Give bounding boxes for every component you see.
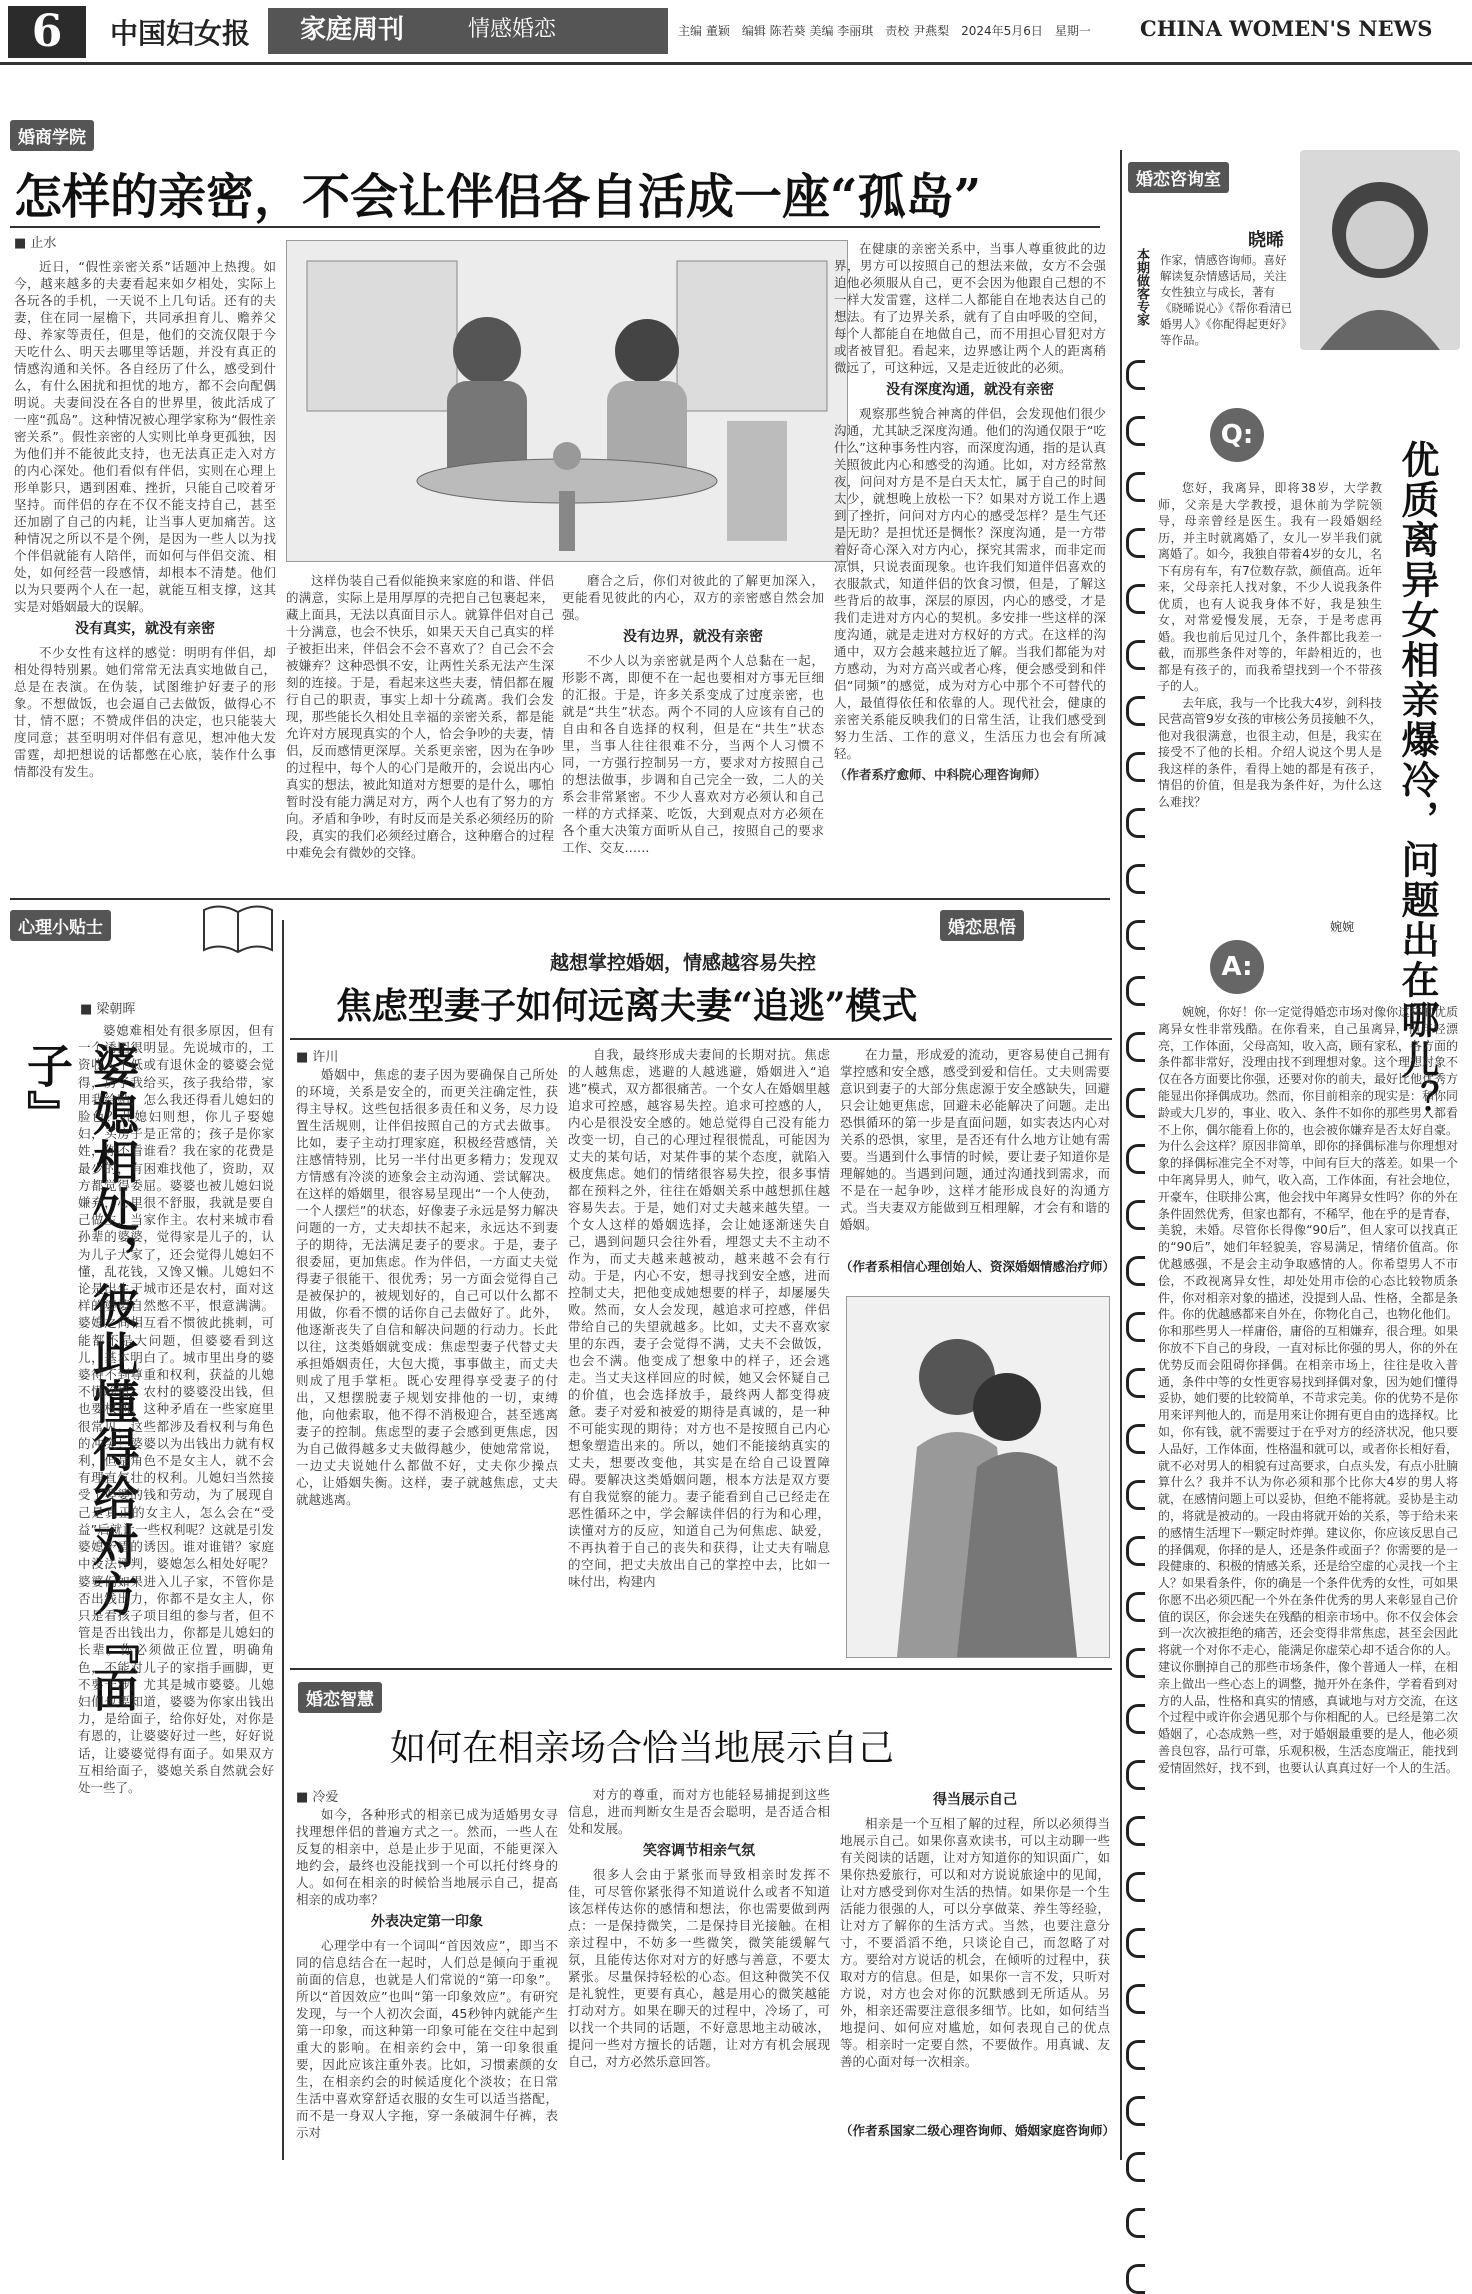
article2-para: 在力量，形成爱的流动，更容易使自己拥有掌控感和安全感，感受到爱和信任。丈夫则需要意识到妻子的大部分焦虑源于安全感缺失，回避只会让她更焦虑，回避未必能解决了问题。走出恐惧循环的第一步是直面问题，如实表达内心对关系的恐惧，家里，是否还有什么地方让她有需要。当遇到什么事情的时候，要让妻子知道你是理解她的。当遇到问题，通过沟通找到需求，而不是在一起争吵，这样才能形成良好的沟通方式。当夫妻双方能做到互相理解，才会有和谐的婚姻。 [840, 1047, 1110, 1232]
article3-para: 对方的尊重，而对方也能轻易捕捉到这些信息，进而判断女生是否会聪明，是否适合相处和发展。 [568, 1787, 830, 1836]
article3-para: 心理学中有一个词叫“首因效应”，即当不同的信息结合在一起时，人们总是倾向于重视前面的信息，也就是人们常说的“第一印象”。所以“首因效应”也叫“第一印象效应”。有研究发现，与一个人初次会面，45秒钟内就能产生第一印象，而这种第一印象可能在交往中起到重大的影响。在相亲约会中，第一印象很重要，因此应该注重外表。比如，习惯素颜的女生，在相亲约会的时候适度化个淡妆；在日常生活中喜欢穿舒适衣服的女生可以适当搭配，而不是一身双人字拖，穿一条破洞牛仔裤，表示对 [296, 1938, 558, 2140]
article1-subhead-1: 没有真实，就没有亲密 [75, 621, 215, 637]
article1-subhead-2: 没有边界，就没有亲密 [623, 629, 763, 645]
article3-para: 很多人会由于紧张而导致相亲时发挥不佳，可尽管你紧张得不知道说什么或者不知道该怎样传达你的感情和想法，你也需要做到两点：一是保持微笑，二是保持目光接触。在相亲过程中，不妨多一些微笑，微笑能缓解气氛，且能传达你对对方的好感与善意，不要太紧张。尽量保持轻松的心态。但这种微笑不仅是礼貌性，更要有真心，越是用心的微笑越能打动对方。如果在聊天的过程中，冷场了，可以找一个共同的话题，不好意思地主动破冰，提问一些对方擅长的话题，让对方有机会展现自己，对方必然乐意回答。 [568, 1867, 830, 2069]
article1-column-2 [286, 572, 554, 882]
article2-column-1 [296, 1066, 558, 1656]
article3-author-note: （作者系国家二级心理咨询师、婚姻家庭咨询师） [840, 2123, 1116, 2138]
article3-para: 如今，各种形式的相亲已成为适婚男女寻找理想伴侣的普遍方式之一。然而，一些人在反复的相亲中，总是止步于见面，不能更深入地约会，最终也没能找到一个可以托付终身的人。如何在相亲的时候恰当地展示自己，提高相亲的成功率？ [296, 1807, 558, 1907]
article3-author: ■ 冷爱 [296, 1790, 339, 1805]
column-tag-consult: 婚恋咨询室 [1128, 162, 1229, 193]
subsection-title: 情感婚恋 [468, 17, 557, 42]
divider [10, 226, 1100, 228]
article1-author: ■ 止水 [14, 236, 57, 251]
article1-para: 在健康的亲密关系中，当事人尊重彼此的边界，男方可以按照自己的想法来做，女方不会强迫他必须服从自己，更不会因为他跟自己想的不一样大发雷霆，这样二人都能自在地表达自己的想法。有了边界关系，就有了自由呼吸的空间，每个人都能自在地做自己，而不用担心冒犯对方或者被冒犯。看起来，边界感让两个人的距离稍微远了，可这种远，又是走近彼此的必须。 [834, 241, 1106, 375]
couple-hug-illustration [846, 1296, 1110, 1658]
divider [10, 898, 1110, 900]
masthead [0, 0, 1472, 65]
article1-author-note: （作者系疗愈师、中科院心理咨询师） [834, 767, 1047, 782]
expert-name: 晓晞 [1248, 230, 1284, 251]
question-signature: 婉婉 [1330, 920, 1355, 934]
article2-author: ■ 许川 [296, 1050, 339, 1065]
answer-para: 婉婉，你好！你一定觉得婚恋市场对像你这样的优质离异女性非常残酷。在你看来，自己虽离异，但年轻漂亮，工作体面，父母高知，收入高，顾有家私，各方面的条件都非常好，没理由找不到理想对象。这个理想对象不仅在各方面要比你强，还要对你的前夫，最好比他优秀方能显出你择偶成功。然而，你目前相亲的现实是：和你同龄或大几岁的，事业、收入、条件不如你的那些男人都看不上你，偶尔能看上你的，也会被你嫌弃是否太好自豪。为什么会这样？原因非简单，即你的择偶标准与你理想对象的择偶标准完全不对等，中间有巨大的落差。如果一个中年离异男人，帅气，收入高，工作体面，有社会地位，开豪车，住联排公寓，他会找中年离异女性吗？你的外在条件固然优秀，但家也都有，不稀罕，他在乎的是青春，美貌，未婚。尽管你长得像“90后”，但人家可以找真正的“90后”，她们年轻貌美，容易满足，情绪价值高。你优越感强，不是会主动争取感情的人。你希望男人不市侩，不政视离异女性，却处处用市侩的心态比较物质条件，你对相亲对象的描述，没提到人品、性格，全都是条件。你的优越感都来自外在，你物化自己，也物化他们。你和那些男人一样庸俗，庸俗的互相嫌弃，很合理。如果你放不下自己的身段，一直对标比你强的男人，你的外在优势反而会阻碍你择偶。在相亲市场上，往往是收入普通，条件中等的女性更容易找到择偶对象，因为她们懂得妥协，她们要的比较简单，不苛求完美。你的优势不是你用来评判他人的，而是用来让你拥有更自由的选择权。比如，你有钱，就不需要过于在乎对方的经济状况，他只要人品好，工作体面，性格温和就可以，或者你长相好看，就不必对男人的相貌有过高要求，白点头发，有点小肚腩算什么？我并不认为你必须和那个比你大4岁的男人将就，在感情问题上可以妥协，但绝不能将就。妥协是主动的，将就是被动的。一段由将就开始的关系，等于给未来的感情生活埋下一颗定时炸弹。建议你，你应该反思自己的择偶观，你择的是人，还是条件或面子？你需要的是一段健康的、积极的情感关系，还是给空虚的心灵找一个主人？如果看条件，你的确是一个条件优秀的女性，可如果你愿不出必须匹配一个外在条件优秀的男人来彰显自己价值的误区，你会迷失在残酷的相亲市场中。你不仅会体会到一次次被拒绝的痛苦，还会变得非常焦虑，甚至会因此将就一个对你不走心，能满足你虚荣心却不适合你的人。建议你删掉自己的那些市场条件，像个普通人一样，在相亲上做出一些心态上的调整，抛开外在条件，学着看到对方的人品，性格和真实的情感，真诚地与对方交流，在这个过程中或许你会遇见那个与你相配的人。已经是第二次婚姻了，心态成熟一些，对于婚姻最重要的是人，他必须善良包容，品行可靠，乐观积极，生活态度端正，能找到爱情固然好，找不到，也要认认真真过好一个人的生活。 [1158, 1005, 1459, 1775]
tips-author: ■ 梁朝晖 [80, 1002, 136, 1017]
consult-question [1158, 480, 1382, 920]
question-mark-badge: Q: [1210, 408, 1264, 462]
article3-subhead-3: 得当展示自己 [933, 1792, 1017, 1808]
expert-photo [1300, 150, 1460, 350]
article3-title: 如何在相亲场合恰当地展示自己 [390, 1728, 895, 1769]
consult-title: 优质离异女相亲爆冷，问题出在哪儿？ [1395, 440, 1440, 1120]
article1-title: 怎样的亲密，不会让伴侣各自活成一座“孤岛” [14, 169, 982, 225]
article3-subhead-1: 外表决定第一印象 [371, 1914, 483, 1930]
paper-logo: 中国妇女报 [110, 17, 251, 50]
article3-column-2 [568, 1786, 830, 2156]
tips-title: 婆媳相处，彼此懂得给对方『面子』 [20, 1042, 140, 1714]
article3-column-1 [296, 1806, 558, 2156]
divider [282, 920, 284, 2160]
article1-para: 观察那些貌合神离的伴侣，会发现他们很少沟通，尤其缺乏深度沟通。他们的沟通仅限于“吃什么”这种事务性内容，而深度沟通，指的是认真关照彼此内心和感受的沟通。比如，对方经常熬夜，问问对方是不是白天太忙，属于自己的时间太少，就想晚上放松一下？如果对方说工作上遇到了挫折，问问对方内心的感受怎样？是生气还是无助？是担忧还是惆怅？深度沟通，是一方带着好奇心深入对方内心，探究其需求，而非定而凉惧，只说表面现象。也许我们知道伴侣喜欢的衣服款式，知道伴侣的饮食习惯，但是，了解这些背后的故事，深层的原因，内心的感受，才是我们走进对方内心的契机。多安排一些这样的深度沟通，就是走进对方权好的方式。在这样的沟通中，双方会越来越拉近了解。当我们都能为对方感动，为对方高兴或者心疼，便会感受到和伴侣“同频”的感觉，成为对方心中那个不可替代的人，最值得依任和依靠的人。现代社会，健康的亲密关系能反映我们的日常生活，让我们感受到努力生活、工作的意义，生活压力也会有所减轻。 [834, 406, 1106, 761]
page-number: 6 [8, 6, 86, 58]
section-title: 家庭周刊 [300, 15, 405, 45]
expert-bio: 作家，情感咨询师。喜好解读复杂情感话局，关注女性独立与成长，著有《晓晞说心》《帮你看清已婚男人》《你配得起更好》等作品。 [1160, 253, 1293, 347]
article1-column-4 [834, 240, 1106, 880]
article2-kicker: 越想掌控婚姻，情感越容易失控 [550, 952, 817, 974]
english-paper-name: CHINA WOMEN'S NEWS [1140, 16, 1433, 41]
question-para: 去年底，我与一个比我大4岁，剑科技民营高管9岁女孩的审核公务员接触不久，他对我很满意，也很主动，但是，我实在接受不了他的长相。介绍人说这个男人是我这样的条件，看得上她的都是有孩子，情侣的价值，但是我为条件好，为什么这么难找？ [1158, 695, 1382, 809]
article1-para: 这样伪装自己看似能换来家庭的和谐、伴侣的满意，实际上是用厚厚的壳把自己包裹起来，藏上面具，无法以真面目示人。就算伴侣对自己十分满意，也会不快乐，如果天天自己真实的样子被拒出来，伴侣会不会不喜欢了？自己会不会被嫌弃？这种恐惧不安，让两性关系无法产生深刻的连接。于是，看起来这些夫妻，情侣都在履行自己的职责，事实上却十分疏离。我们会发现，那些能长久相处且幸福的亲密关系，都是能允许对方展现真实的个人，恰会争吵的夫妻，情侣，反而感情更深厚。关系更亲密，因为在争吵的过程中，每个人的心门是敞开的，会说出内心真实的想法，被此知道对方想要的是什么，哪怕暂时没有能力满足对方，两个人也有了努力的方向。矛盾和争吵，有时反而是关系必须经历的阶段，真实的我们必须经过磨合，这种磨合的过程中难免会有微妙的交锋。 [286, 573, 554, 860]
article2-para: 婚姻中，焦虑的妻子因为要确保自己所处的环境，关系是安全的，而更关注确定性，获得主导权。这些包括很多责任和义务，尽力设置生活规则，让伴侣按照自己的方式去做事。比如，妻子主动打理家庭，积极经营感情，关注感情特别，比另一半付出更多精力；发现双方情感有冷淡的迹象会主动沟通、尝试解决。在这样的婚姻里，很容易呈现出“一个人使劲，一个人摆烂”的状态，好像妻子永远是努力解决问题的一方，丈夫却扶不起来，永远达不到妻子的期待，无法满足妻子的要求。于是，妻子很委屈，更加焦虑。作为伴侣，一方面丈夫觉得妻子很能干、很优秀；另一方面会觉得自己是被保护的，被规划好的，自己可以什么都不用做，你看不惯的话你自己去做好了。此外，他逐渐丧失了自信和解决问题的行动力。长此以往，这类婚姻就变成：焦虑型妻子代替丈夫承担婚姻责任，大包大揽，事事做主，而丈夫则成了甩手掌柜。既心安理得享受妻子的付出，又想摆脱妻子规划安排他的一切，束缚他，向他索取，他不得不消极迎合，甚至逃离妻子的控制。焦虑型的妻子会感到更焦虑，因为自己做得越多丈夫做得越少，使她常常说，一边丈夫说她什么都做不好，丈夫你少操点心，让婚姻失衡。这样，妻子就越焦虑，丈夫就越逃离。 [296, 1067, 558, 1507]
couple-illustration [286, 240, 848, 562]
expert-label: 本期做客专家 [1134, 248, 1149, 326]
article1-column-3 [562, 572, 824, 882]
article3-subhead-2: 笑容调节相亲气氛 [643, 1843, 755, 1859]
article2-para: 自我，最终形成夫妻间的长期对抗。焦虑的人越焦虑，逃避的人越逃避，婚姻进入“追逃”模式，双方都很痛苦。一个女人在婚姻里越追求可控感，越容易失控。追求可控感的人，内心是很没安全感的。她总觉得自己没有能力改变一切，自己的心理过程很慌乱，可能因为丈夫的某句话，对某件事的某个态度，就陷入极度焦虑。她们的情绪很容易失控，很多事情都在预料之外，往往在婚姻关系中越想抓住越容易失去。于是，她们对丈夫越来越失望。一个女人这样的婚姻选择，会让她逐渐迷失自己，遇到问题只会往外看，埋怨丈夫不主动不作为，而丈夫越来越被动，越来越不会有行动。于是，内心不安，想寻找到安全感，进而控制丈夫，把他变成她想要的样子，却屡屡失败。然而，女人会发现，越追求可控感，伴侣带给自己的失望就越多。比如，丈夫不喜欢家里的东西，妻子会觉得不满，丈夫不会做饭，也会不满。他变成了想象中的样子，还会逃走。当丈夫这样回应的时候，她又会怀疑自己的价值，也会选择放手，最终两人都变得疲惫。妻子对爱和被爱的期待是真诚的，是一种不可能实现的期待；对方也不是按照自己内心想象塑造出来的。所以，她们不能接纳真实的丈夫，想要改变他，其实是在给自己设置障碍。要解决这类婚姻问题，根本方法是双方要有自我觉察的能力。妻子能看到自己已经走在恶性循环之中，学会解读伴侣的行为和心理，读懂对方的反应，知道自己为何焦虑、缺爱，不再执着于自己的丧失和获得，让丈夫有喘息的空间，把丈夫放出自己的掌控中去，比如一味付出，构建内 [568, 1047, 830, 1589]
divider [290, 1038, 1112, 1040]
article3-column-3 [840, 1786, 1110, 2116]
column-tag-hunshang: 婚商学院 [10, 120, 94, 151]
article2-column-3 [840, 1046, 1110, 1256]
divider [290, 1668, 1112, 1670]
column-tag-zhihui: 婚恋智慧 [298, 1682, 382, 1713]
article1-para: 不少女性有这样的感觉：明明有伴侣，却相处得特别累。她们常常无法真实地做自己，总是在表演。在伪装，试图维护好妻子的形象。不想做饭，也会逼自己去做饭，做得心不甘，情不愿；不赞成伴侣的决定，也只能装大度同意；甚至明明对伴侣有意见，想冲他大发雷霆，却把想说的话都憋在心底，装作什么事情都没有发生。 [14, 645, 276, 779]
consult-answer [1158, 1004, 1458, 2154]
ring-binding [1126, 360, 1146, 2140]
article2-column-2 [568, 1046, 830, 1656]
question-para: 您好，我离异，即将38岁，大学教师，父亲是大学教授，退休前为学院领导，母亲曾经是医生。我有一段婚姻经历，并主时就离婚了，女儿一岁半我们就离婚了。如今，我独自带着4岁的女儿，名下有房有车，有7位数存款，颜值高。近年来，父母亲托人找对象，不少人说我条件优质，也有人说我身体不好，我是独生女，对常爱慢发展，无奈，于是考虑再婚。我也前后见过几个，条件都比我差一截，而那些条件对等的，年龄相近的，也都是有孩子的，而我希望找到一个不带孩子的人。 [1158, 481, 1382, 693]
book-icon [200, 900, 276, 956]
article1-para: 不少人以为亲密就是两个人总黏在一起，形影不离，即便不在一起也要相对方事无巨细的汇报。于是，许多关系变成了过度亲密，也就是“共生”状态。两个不同的人应该有自己的自由和各自选择的权利，但是在“共生”状态里，当事人往往很难不分，当两个人习惯不同，一方强行控制另一方，要求对方按照自己的想法做事，步调和自己完全一致，二人的关系会非常紧密。不少人喜欢对方必须认和自己一样的方式择菜、吃饭，大到观点对方必须在各个重大决策方面听从自己，按照自己的要求工作、交友…… [562, 653, 824, 855]
editor-credits: 主编 董颖 编辑 陈若葵 美编 李丽琪 责校 尹燕梨 2024年5月6日 星期一 [678, 24, 1091, 38]
article2-title: 焦虑型妻子如何远离夫妻“追逃”模式 [336, 985, 918, 1027]
article1-para: 近日，“假性亲密关系”话题冲上热搜。如今，越来越多的夫妻看起来如夕相处，实际上各玩各的手机，一天说不上几句话。还有的夫妻，住在同一屋檐下，共同承担育儿、赡养父母、养家等责任，但是，他们的交流仅限于今天吃什么、明天去哪里等话题，并没有真正的情感沟通和关怀。各自经历了什么，感受到什么，有什么困扰和担忧的地方，都不会向配偶明说。夫妻间没在各自的世界里，彼此活成了一座“孤岛”。这种情况被心理学家称为“假性亲密关系”。假性亲密的人实则比单身更孤独，因为他们并不能彼此支持，也无法真正走入对方的内心深处。他们看似有伴侣，实则在心理上形单影只，遇到困难、挫折，只能自己咬着牙坚持。而伴侣的存在不仅不能支持自己，甚至还加剧了自己的内耗，让当事人更加痛苦。这种情况之所以不是个例，是因为一些人以为找个伴侣就能有人陪伴，而如何与伴侣交流、相处，如何经营一段感情，却根本不清楚。他们以为只要两个人在一起，就能互相支撑，这其实是对婚姻最大的误解。 [14, 259, 276, 614]
article2-author-note: （作者系相信心理创始人、资深婚姻情感治疗师） [840, 1259, 1116, 1274]
column-tag-tips: 心理小贴士 [10, 910, 111, 941]
article3-para: 相亲是一个互相了解的过程，所以必须得当地展示自己。如果你喜欢读书，可以主动聊一些有关阅读的话题，让对方知道你的知识面广，如果你热爱旅行，可以和对方说说旅途中的见闻，让对方感受到你对生活的热情。如果你是一个生活能力很强的人，可以分享做菜、养生等经验，让对方了解你的生活方式。当然，也要注意分寸，不要滔滔不绝，只谈论自己，而忽略了对方。要给对方说话的机会，在倾听的过程中，获取对方的信息。但是，如果你一言不发，只听对方说，对方也会对你的沉默感到无所适从。另外，相亲还需要注意很多细节。比如，如何结当地提问、如何应对尴尬，如何表现自己的优点等。相亲时一定要自然，不要做作。用真诚、友善的心面对每一次相亲。 [840, 1816, 1110, 2069]
article1-column-1 [14, 258, 276, 779]
column-tag-sikwu: 婚恋思悟 [940, 910, 1024, 941]
tips-para: 婆媳难相处有很多原因，但有一个诱因很明显。先说城市的，工资收入不低或有退休金的婆婆会觉得，房子我给买，孩子我给带，家用我给贴，怎么我还得看儿媳妇的脸色？儿媳妇则想，你儿子娶媳妇，买房子是正常的；孩子是你家姓，你不看谁看？我在家的花费是最少的，有困难找他了，资助，双方都觉得委屈。婆婆也被儿媳妇说嫌弃，心里很不舒服，我就是要自己做主，当家作主。农村来城市看孙辈的婆婆，觉得家是儿子的，认为儿子大家了，还会觉得儿媳妇不懂，乱花钱，又馋又懒。儿媳妇不论是出生于城市还是农村，面对这样的婆婆自然憋不平，恨意满满。婆媳之间相互看不惯彼此挑刺，可能都不是大问题，但婆婆看到这儿，基本明白了。城市里出身的婆婆待不到尊重和权利，获益的儿媳不懂珍惜。农村的婆婆没出钱，但也要权利。这种矛盾在一些家庭里很常见。这些都涉及看权利与角色的冲突！婆婆以为出钱出力就有权利，但是角色不是女主人，就不会有理直气壮的权利。儿媳妇当然接受了婆婆的钱和劳动，为了展现自己是真正的女主人，怎么会在“受益”后就让一些权利呢？这就是引发婆媳矛盾的诱因。谁对谁错？家庭中没法评判，婆媳怎么相处好呢？婆婆们如果进入儿子家，不管你是否出钱出力，你都不是女主人，你只是看孩子项目组的参与者，但不管是否出钱出力，你都是儿媳妇的长辈。你必须做正位置，明确角色，不能对儿子的家指手画脚，更不要干涉。尤其是城市婆婆。儿媳妇们也要知道，婆婆为你家出钱出力，是给面子，给你好处，对你是有恩的，让婆婆好过一些，好好说话，让婆婆觉得有面子。如果双方互相给面子，婆媳关系自然就会好处一些了。 [78, 1023, 274, 1795]
article1-subhead-3: 没有深度沟通，就没有亲密 [886, 382, 1054, 398]
answer-mark-badge: A: [1210, 940, 1264, 994]
article1-para: 磨合之后，你们对彼此的了解更加深入，更能看见彼此的内心，双方的亲密感自然会加强。 [562, 573, 824, 622]
tips-body [78, 1022, 274, 2152]
